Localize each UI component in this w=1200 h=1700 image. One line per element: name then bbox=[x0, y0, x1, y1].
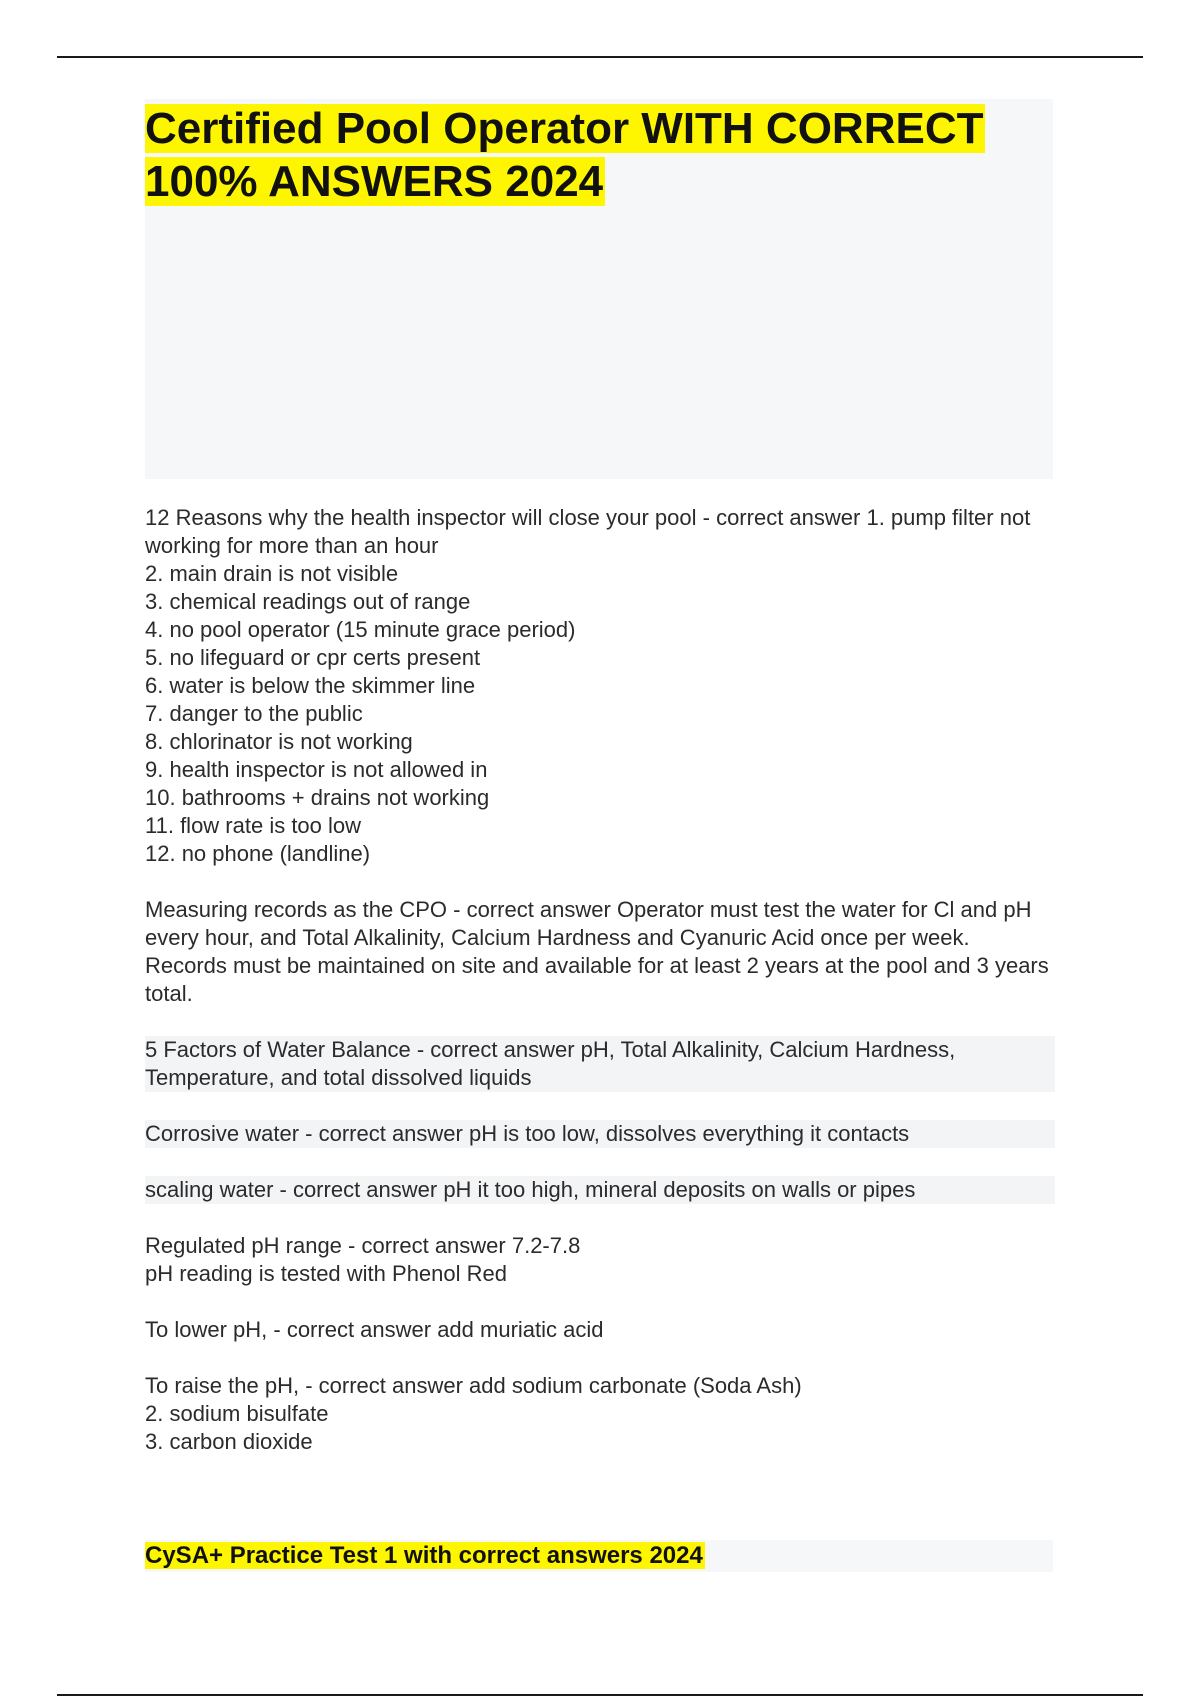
qa-item-corrosive-water bbox=[145, 1120, 1055, 1148]
title-block bbox=[145, 99, 1053, 479]
qa-item-lower-ph bbox=[145, 1316, 1055, 1344]
document-title bbox=[145, 99, 1053, 208]
qa-content bbox=[145, 504, 1055, 1456]
qa-line: 10. bathrooms + drains not working bbox=[145, 785, 490, 810]
top-rule bbox=[57, 56, 1143, 58]
next-section-title bbox=[145, 1540, 1053, 1572]
qa-line: 12 Reasons why the health inspector will close your pool - correct answer 1. pump filter not working for more than an hour bbox=[145, 505, 1031, 558]
qa-line: 12. no phone (landline) bbox=[145, 841, 371, 866]
qa-line: Measuring records as the CPO - correct answer Operator must test the water for Cl and pH every hour, and Total Alkalinity, Calcium Hardness and Cyanuric Acid once per week. Records must be maintained on site and available for at least 2 years at the pool and 3 years total. bbox=[145, 897, 1049, 1006]
qa-line: 11. flow rate is too low bbox=[145, 813, 362, 838]
qa-line: scaling water - correct answer pH it too high, mineral deposits on walls or pipes bbox=[145, 1177, 916, 1202]
qa-item-measuring-records bbox=[145, 896, 1055, 1008]
qa-line: 7. danger to the public bbox=[145, 701, 363, 726]
qa-line: 2. main drain is not visible bbox=[145, 561, 399, 586]
qa-line: Regulated pH range - correct answer 7.2-7.8 bbox=[145, 1233, 581, 1258]
qa-item-ph-range bbox=[145, 1232, 1055, 1288]
qa-line: 2. sodium bisulfate bbox=[145, 1401, 329, 1426]
qa-item-raise-ph bbox=[145, 1372, 1055, 1456]
qa-line: 6. water is below the skimmer line bbox=[145, 673, 476, 698]
document-title-text: Certified Pool Operator WITH CORRECT 100% ANSWERS 2024 bbox=[145, 104, 984, 206]
qa-line: 5. no lifeguard or cpr certs present bbox=[145, 645, 481, 670]
qa-line: pH reading is tested with Phenol Red bbox=[145, 1261, 507, 1286]
next-section-block bbox=[145, 1540, 1053, 1572]
qa-item-water-balance bbox=[145, 1036, 1055, 1092]
qa-line: 9. health inspector is not allowed in bbox=[145, 757, 488, 782]
qa-line: 8. chlorinator is not working bbox=[145, 729, 413, 754]
next-section-title-text: CySA+ Practice Test 1 with correct answers 2024 bbox=[145, 1542, 703, 1569]
bottom-rule bbox=[57, 1694, 1143, 1696]
qa-line: 3. carbon dioxide bbox=[145, 1429, 313, 1454]
qa-line: 4. no pool operator (15 minute grace period) bbox=[145, 617, 576, 642]
qa-line: 5 Factors of Water Balance - correct answer pH, Total Alkalinity, Calcium Hardness, Temperature, and total dissolved liquids bbox=[145, 1037, 956, 1090]
qa-line: Corrosive water - correct answer pH is too low, dissolves everything it contacts bbox=[145, 1121, 910, 1146]
qa-item-scaling-water bbox=[145, 1176, 1055, 1204]
qa-line: To raise the pH, - correct answer add sodium carbonate (Soda Ash) bbox=[145, 1373, 802, 1398]
qa-line: 3. chemical readings out of range bbox=[145, 589, 471, 614]
qa-item-health-inspector bbox=[145, 504, 1055, 868]
qa-line: To lower pH, - correct answer add muriatic acid bbox=[145, 1317, 604, 1342]
